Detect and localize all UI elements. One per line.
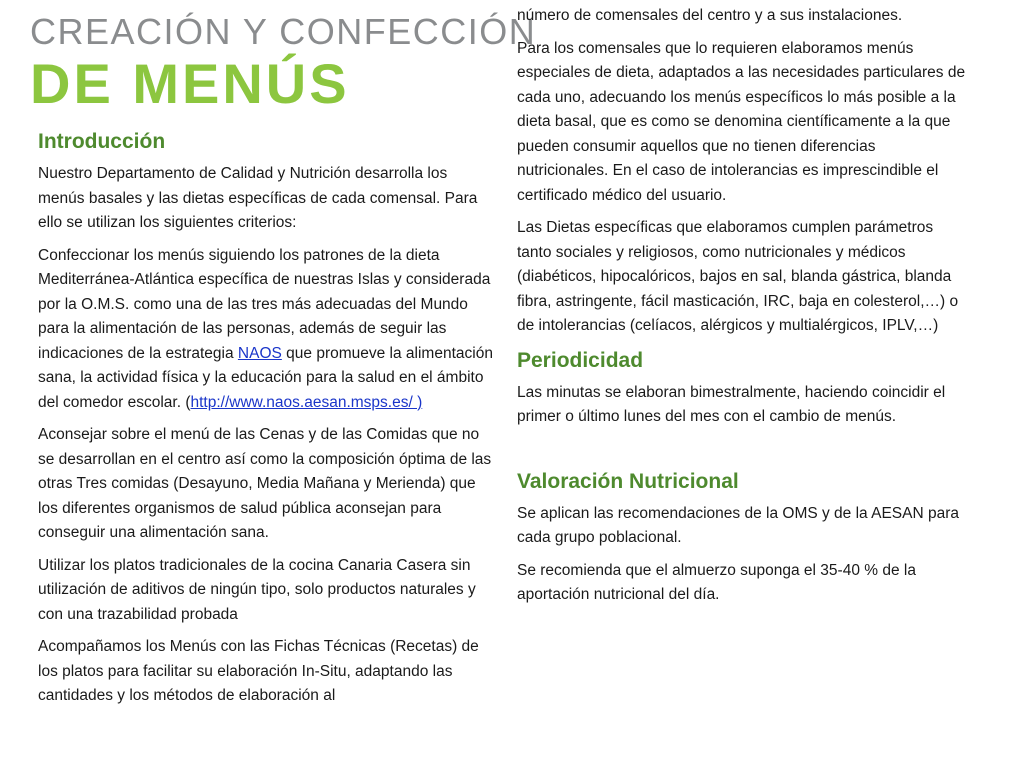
logo-title-line2: DE MENÚS	[30, 52, 350, 115]
section-spacer	[517, 438, 967, 468]
paragraph-text: que promueve la alimentación sana, la actividad física y la educación para la salud en el ámbito del comedor escolar. (	[38, 344, 493, 411]
recomendaciones-paragraph: Se aplican las recomendaciones de la OMS y de la AESAN para cada grupo poblacional.	[517, 504, 959, 546]
naos-link[interactable]: NAOS	[237, 344, 282, 362]
comensales-paragraph: número de comensales del centro y a sus instalaciones.	[517, 7, 903, 24]
left-column	[38, 128, 493, 717]
fichas-tecnicas-paragraph: Acompañamos los Menús con las Fichas Técnicas (Recetas) de los platos para facilitar su elaboración In-Situ, adaptando las cantidades y los métodos de elaboración al	[38, 638, 479, 704]
logo-title-line1: CREACIÓN Y CONFECCIÓN	[30, 11, 537, 52]
dieta-mediterranea-paragraph	[38, 244, 493, 416]
introduccion-heading: Introducción	[38, 130, 166, 153]
page-logo	[30, 6, 537, 115]
platos-tradicionales-paragraph: Utilizar los platos tradicionales de la cocina Canaria Casera sin utilización de aditivos de ningún tipo, solo productos naturales y con una trazabilidad probada	[38, 556, 476, 623]
periodicidad-paragraph: Las minutas se elaboran bimestralmente, haciendo coincidir el primer o último lunes del mes con el cambio de menús.	[517, 383, 946, 425]
dietas-especificas-paragraph: Las Dietas específicas que elaboramos cumplen parámetros tanto sociales y religiosos, como nutricionales y médicos (diabéticos, hipocalóricos, bajos en sal, blanda gástrica, blanda fibra, astringente, fácil masticación, IRC, baja en colesterol,…) o de intolerancias (celíacos, alérgicos y multialérgicos, IPLV,…)	[517, 219, 959, 334]
menus-especiales-paragraph: Para los comensales que lo requieren elaboramos menús especiales de dieta, adaptados a las necesidades particulares de cada uno, adecuando los menús específicos lo más posible a la dieta basal, que es como se denomina científicamente a la que pueden consumir aquellos que no tienen diferencias nutricionales. En el caso de intolerancias es imprescindible el certificado médico del usuario.	[517, 39, 966, 204]
right-column	[517, 4, 967, 616]
intro-paragraph: Nuestro Departamento de Calidad y Nutrición desarrolla los menús basales y las dietas específicas de cada comensal. Para ello se utilizan los siguientes criterios:	[38, 165, 478, 231]
cenas-paragraph: Aconsejar sobre el menú de las Cenas y de las Comidas que no se desarrollan en el centro así como la composición óptima de las otras Tres comidas (Desayuno, Media Mañana y Merienda) que los diferentes organismos de salud pública aconsejan para conseguir una alimentación sana.	[38, 426, 492, 541]
naos-url-link[interactable]: http://www.naos.aesan.msps.es/ )	[190, 393, 423, 411]
valoracion-nutricional-heading: Valoración Nutricional	[517, 469, 739, 493]
periodicidad-heading: Periodicidad	[517, 348, 644, 372]
paragraph-text: Confeccionar los menús siguiendo los patrones de la dieta Mediterránea-Atlántica específica de nuestras Islas y considerada por la O.M.S. como una de las tres más adecuadas del Mundo para la alimentación de las personas, además de seguir las indicaciones de la estrategia	[38, 246, 491, 362]
almuerzo-paragraph: Se recomienda que el almuerzo suponga el 35-40 % de la aportación nutricional del día.	[517, 561, 916, 603]
